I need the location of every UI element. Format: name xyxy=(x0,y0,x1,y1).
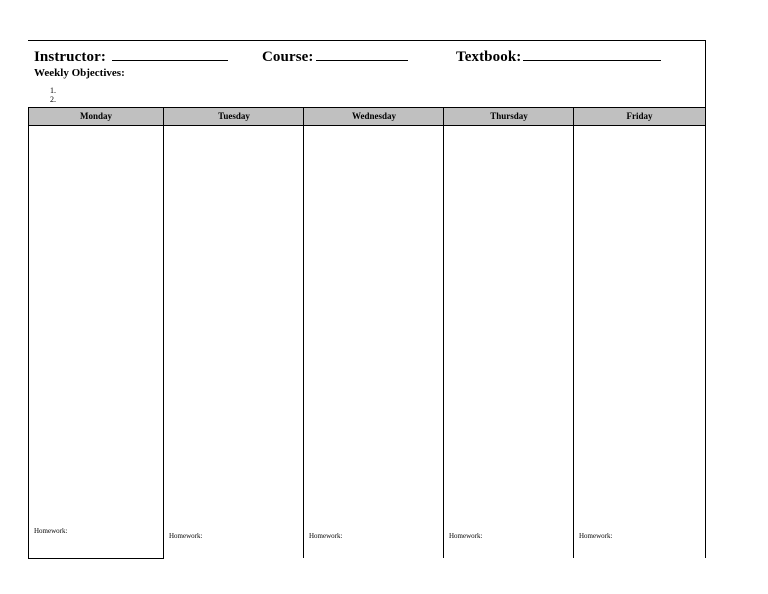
column-divider-wednesday-thursday xyxy=(443,107,444,558)
day-header-row xyxy=(28,107,705,126)
homework-label-wednesday: Homework: xyxy=(309,532,343,540)
column-divider-left xyxy=(28,107,29,559)
monday-bottom-border xyxy=(28,558,164,559)
column-divider-thursday-friday xyxy=(573,107,574,558)
objective-item-1: 1. xyxy=(50,86,56,95)
course-label: Course: xyxy=(262,49,314,65)
column-divider-tuesday-wednesday xyxy=(303,107,304,558)
day-header-tuesday: Tuesday xyxy=(218,111,250,121)
day-header-friday: Friday xyxy=(626,111,653,121)
top-border xyxy=(28,40,705,41)
objectives-list xyxy=(50,86,56,104)
homework-label-thursday: Homework: xyxy=(449,532,483,540)
instructor-label: Instructor: xyxy=(34,49,106,65)
lesson-plan-sheet xyxy=(28,40,706,560)
textbook-field xyxy=(456,46,661,66)
instructor-field xyxy=(34,46,228,66)
day-header-wednesday: Wednesday xyxy=(351,111,396,121)
objective-item-2: 2. xyxy=(50,95,56,104)
course-blank xyxy=(316,46,408,61)
instructor-blank xyxy=(112,46,228,61)
homework-label-tuesday: Homework: xyxy=(169,532,203,540)
textbook-blank xyxy=(523,46,661,61)
right-border xyxy=(705,40,706,558)
day-header-monday: Monday xyxy=(79,111,112,121)
day-header-thursday: Thursday xyxy=(490,111,528,121)
column-divider-monday-tuesday xyxy=(163,107,164,559)
weekly-objectives-label: Weekly Objectives: xyxy=(34,67,125,79)
course-field xyxy=(262,46,408,66)
homework-label-monday: Homework: xyxy=(34,527,68,535)
textbook-label: Textbook: xyxy=(456,49,522,65)
homework-label-friday: Homework: xyxy=(579,532,613,540)
